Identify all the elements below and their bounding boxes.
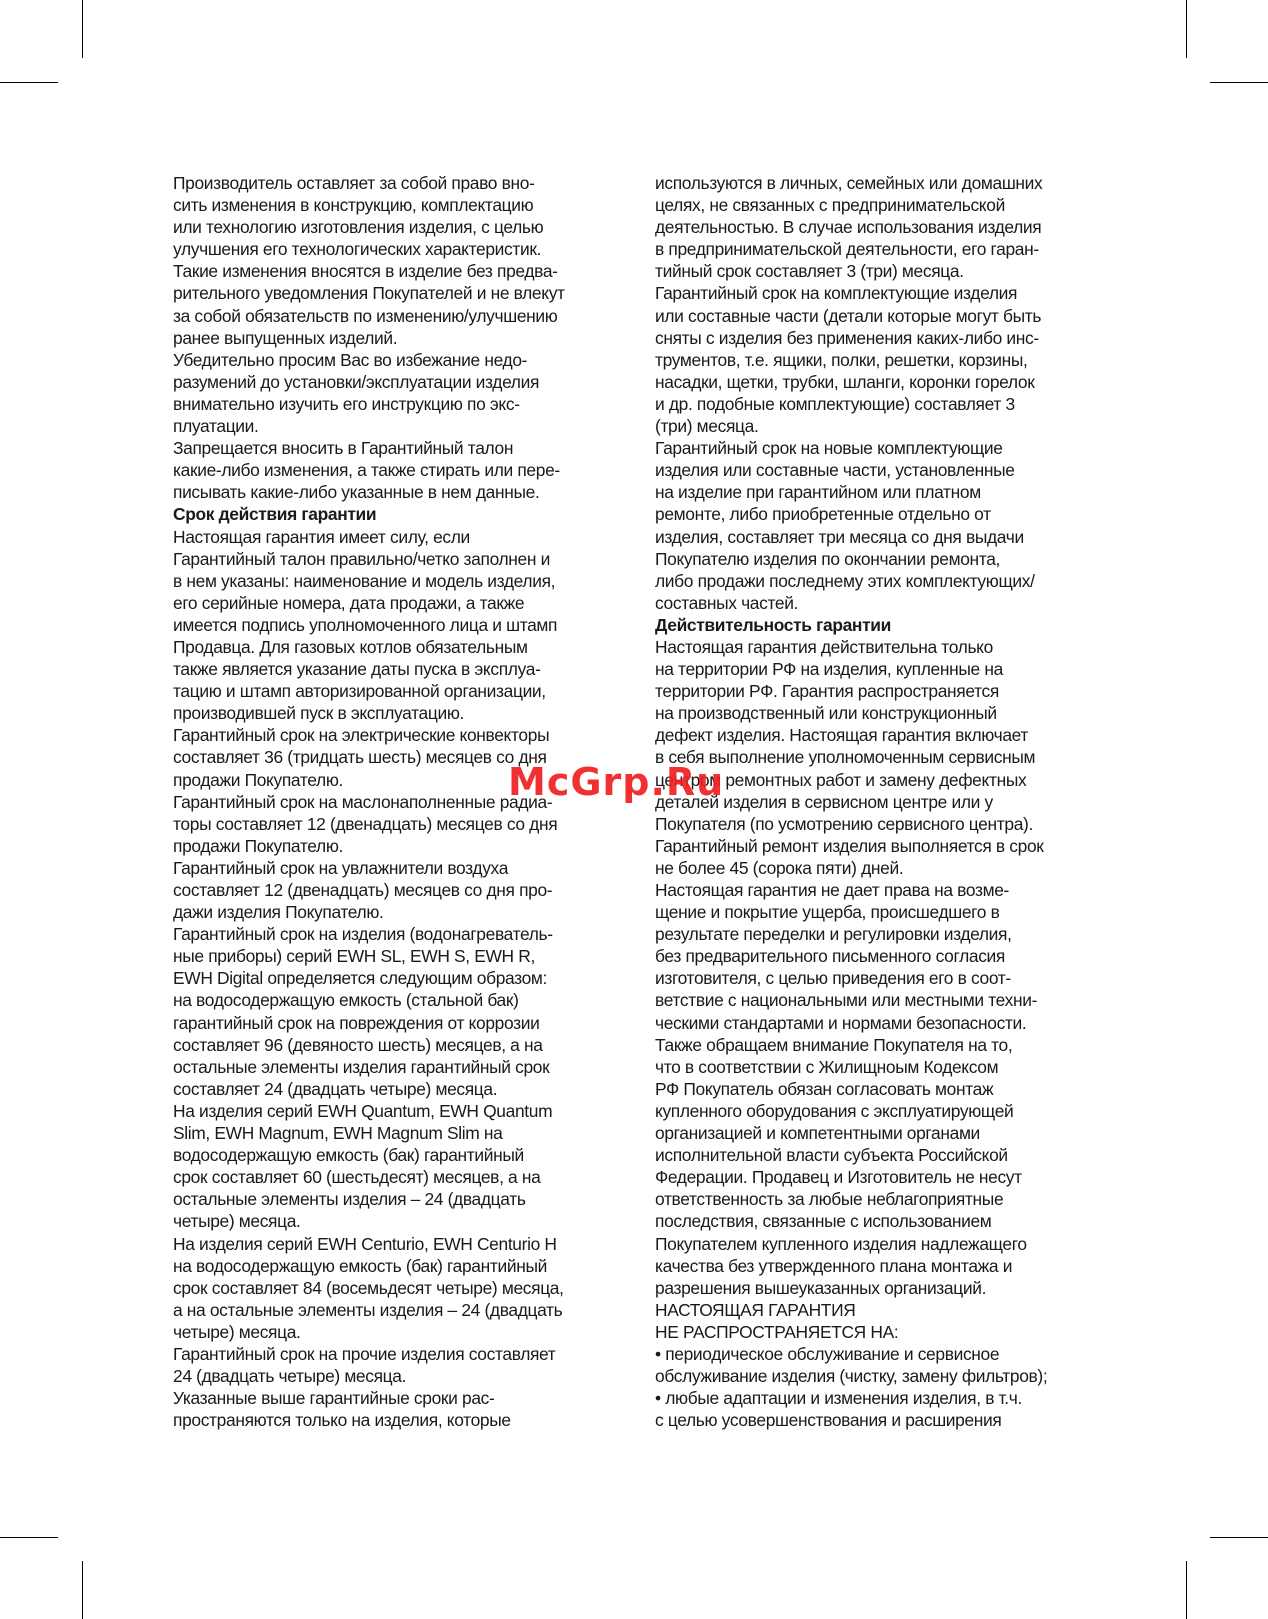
text-line: Указанные выше гарантийные сроки рас- <box>173 1388 495 1409</box>
text-line: срок составляет 60 (шестьдесят) месяцев, а на <box>173 1167 541 1188</box>
text-line: Настоящая гарантия не дает права на возме- <box>655 880 1009 900</box>
text-line: Slim, EWH Magnum, EWH Magnum Slim на <box>173 1123 503 1144</box>
text-line: Гарантийный срок на изделия (водонагреватель- <box>173 924 553 945</box>
text-line: дажи изделия Покупателю. <box>173 902 384 923</box>
text-line: ветствие с национальными или местными техни- <box>655 990 1038 1011</box>
crop-mark-bottom-right <box>1186 1561 1187 1619</box>
text-line: дефект изделия. Настоящая гарантия включает <box>655 725 1029 746</box>
text-line: четыре) месяца. <box>173 1211 301 1232</box>
text-line: остальные элементы изделия – 24 (двадцать <box>173 1189 526 1210</box>
text-line: за собой обязательств по изменению/улучшению <box>173 305 558 326</box>
text-line: продажи Покупателю. <box>173 769 343 790</box>
crop-mark-bottom-right-horizontal <box>1210 1537 1268 1538</box>
text-line: продажи Покупателю. <box>173 835 343 856</box>
text-line: срок составляет 84 (восемьдесят четыре) месяца, <box>173 1277 564 1298</box>
text-line: тийный срок составляет 3 (три) месяца. <box>655 261 964 282</box>
text-line: имеется подпись уполномоченного лица и штамп <box>173 614 558 635</box>
crop-mark-top-right-horizontal <box>1210 82 1268 83</box>
text-line: изделия или составные части, установленные <box>655 460 1015 481</box>
text-line: На изделия серий EWH Quantum, EWH Quantum <box>173 1100 553 1121</box>
text-line: используются в личных, семейных или домашних <box>655 173 1043 193</box>
text-line: торы составляет 12 (двенадцать) месяцев со дня <box>173 813 558 834</box>
text-line: Убедительно просим Вас во избежание недо- <box>173 349 528 370</box>
text-line: составных частей. <box>655 592 799 613</box>
text-line: также является указание даты пуска в эксплуа- <box>173 659 541 680</box>
text-line: организацией и компетентными органами <box>655 1123 980 1144</box>
text-line: писывать какие-либо указанные в нем данные. <box>173 482 540 503</box>
text-line: щение и покрытие ущерба, происшедшего в <box>655 902 1000 923</box>
text-line: четыре) месяца. <box>173 1321 301 1342</box>
text-line: Также обращаем внимание Покупателя на то, <box>655 1034 1013 1055</box>
text-line: на территории РФ на изделия, купленные на <box>655 659 1003 680</box>
text-line: что в соответствии с Жилищноым Кодексом <box>655 1056 999 1077</box>
text-line: какие-либо изменения, а также стирать или пере- <box>173 460 560 481</box>
text-line: • любые адаптации и изменения изделия, в т.ч. <box>655 1388 1022 1409</box>
text-line: на изделие при гарантийном или платном <box>655 482 981 503</box>
text-line: ные приборы) серий EWH SL, EWH S, EWH R, <box>173 946 535 967</box>
text-line: тацию и штамп авторизированной организации, <box>173 681 546 702</box>
text-line: Гарантийный срок на новые комплектующие <box>655 438 1003 459</box>
text-line: Гарантийный срок на маслонаполненные радиа- <box>173 791 553 812</box>
text-line: составляет 36 (тридцать шесть) месяцев со дня <box>173 747 547 768</box>
text-line: и др. подобные комплектующие) составляет 3 <box>655 393 1015 414</box>
text-line: разрешения вышеуказанных организаций. <box>655 1277 987 1298</box>
text-line: гарантийный срок на повреждения от коррозии <box>173 1012 540 1033</box>
text-line: НЕ РАСПРОСТРАНЯЕТСЯ НА: <box>655 1321 899 1342</box>
text-line: • периодическое обслуживание и сервисное <box>655 1343 1000 1364</box>
text-line: Гарантийный срок на прочие изделия составляет <box>173 1343 556 1364</box>
text-line: водосодержащую емкость (бак) гарантийный <box>173 1145 524 1166</box>
text-line: в нем указаны: наименование и модель изделия, <box>173 570 556 591</box>
text-line: (три) месяца. <box>655 416 759 437</box>
text-line: EWH Digital определяется следующим образом: <box>173 968 548 989</box>
text-line: улучшения его технологических характеристик. <box>173 239 542 260</box>
text-line: изделия, составляет три месяца со дня выдачи <box>655 526 1024 547</box>
text-line: Покупателем купленного изделия надлежащего <box>655 1233 1027 1254</box>
crop-mark-bottom-left <box>82 1561 83 1619</box>
text-line: 24 (двадцать четыре) месяца. <box>173 1366 407 1387</box>
text-line: сить изменения в конструкцию, комплектацию <box>173 195 534 216</box>
text-line: рительного уведомления Покупателей и не влекут <box>173 283 565 304</box>
text-line: или составные части (детали которые могут быть <box>655 305 1042 326</box>
text-line: центром ремонтных работ и замену дефектных <box>655 769 1027 790</box>
text-line: с целью усовершенствования и расширения <box>655 1410 1002 1431</box>
text-line: его серийные номера, дата продажи, а также <box>173 592 525 613</box>
text-line: внимательно изучить его инструкцию по экс- <box>173 393 520 414</box>
text-line: РФ Покупатель обязан согласовать монтаж <box>655 1078 994 1099</box>
text-line: последствия, связанные с использованием <box>655 1211 992 1232</box>
text-line: сняты с изделия без применения каких-либо инс- <box>655 327 1039 348</box>
text-line: территории РФ. Гарантия распространяется <box>655 681 999 702</box>
text-line: обслуживание изделия (чистку, замену фильтров); <box>655 1366 1048 1387</box>
text-line: Запрещается вносить в Гарантийный талон <box>173 438 514 459</box>
text-line: ческими стандартами и нормами безопасности. <box>655 1012 1027 1033</box>
text-line: качества без утвержденного плана монтажа и <box>655 1255 1013 1276</box>
crop-mark-bottom-left-horizontal <box>0 1537 58 1538</box>
watermark: McGrp.Ru <box>508 760 725 804</box>
text-line: Гарантийный ремонт изделия выполняется в срок <box>655 835 1044 856</box>
crop-mark-top-left-horizontal <box>0 82 58 83</box>
text-line: или технологию изготовления изделия, с целью <box>173 217 544 238</box>
text-line: Продавца. Для газовых котлов обязательным <box>173 636 528 657</box>
text-line: разумений до установки/эксплуатации изделия <box>173 371 540 392</box>
text-line: плуатации. <box>173 416 259 437</box>
section-heading: Действительность гарантии <box>655 614 891 635</box>
text-line: ранее выпущенных изделий. <box>173 327 398 348</box>
text-line: а на остальные элементы изделия – 24 (двадцать <box>173 1299 563 1320</box>
text-line: купленного оборудования с эксплуатирующей <box>655 1100 1014 1121</box>
text-line: без предварительного письменного согласия <box>655 946 1005 967</box>
section-heading: Срок действия гарантии <box>173 504 377 525</box>
text-line: в себя выполнение уполномоченным сервисным <box>655 747 1036 768</box>
text-line: либо продажи последнему этих комплектующих/ <box>655 570 1035 591</box>
text-line: Покупателю изделия по окончании ремонта, <box>655 548 1001 569</box>
text-line: целях, не связанных с предпринимательской <box>655 195 1005 216</box>
text-line: ответственность за любые неблагоприятные <box>655 1189 1004 1210</box>
text-line: Гарантийный срок на увлажнители воздуха <box>173 857 509 878</box>
text-line: Гарантийный срок на комплектующие изделия <box>655 283 1018 304</box>
text-line: деталей изделия в сервисном центре или у <box>655 791 993 812</box>
text-line: результате переделки и регулировки изделия, <box>655 924 1012 945</box>
text-line: производившей пуск в эксплуатацию. <box>173 703 464 724</box>
text-line: трументов, т.е. ящики, полки, решетки, корзины, <box>655 349 1028 370</box>
text-line: Производитель оставляет за собой право вно- <box>173 173 535 193</box>
text-line: не более 45 (сорока пяти) дней. <box>655 857 904 878</box>
text-line: составляет 96 (девяносто шесть) месяцев, а на <box>173 1034 543 1055</box>
text-line: остальные элементы изделия гарантийный срок <box>173 1056 550 1077</box>
text-line: насадки, щетки, трубки, шланги, коронки горелок <box>655 371 1035 392</box>
text-line: Настоящая гарантия действительна только <box>655 636 993 657</box>
text-line: составляет 24 (двадцать четыре) месяца. <box>173 1078 498 1099</box>
text-line: пространяются только на изделия, которые <box>173 1410 511 1431</box>
text-line: изготовителя, с целью приведения его в соот- <box>655 968 1011 989</box>
text-line: составляет 12 (двенадцать) месяцев со дня про- <box>173 880 553 900</box>
text-line: Гарантийный талон правильно/четко заполнен и <box>173 548 550 569</box>
text-line: Такие изменения вносятся в изделие без предва- <box>173 261 558 282</box>
text-line: НАСТОЯЩАЯ ГАРАНТИЯ <box>655 1299 856 1320</box>
text-line: ремонте, либо приобретенные отдельно от <box>655 504 991 525</box>
crop-mark-top-right <box>1186 0 1187 58</box>
text-line: исполнительной власти субъекта Российской <box>655 1145 1008 1166</box>
text-line: деятельностью. В случае использования изделия <box>655 217 1042 238</box>
text-line: Покупателя (по усмотрению сервисного центра). <box>655 813 1033 834</box>
text-line: в предпринимательской деятельности, его гаран- <box>655 239 1039 260</box>
crop-mark-top-left <box>82 0 83 58</box>
text-line: на производственный или конструкционный <box>655 703 997 724</box>
text-line: Настоящая гарантия имеет силу, если <box>173 526 470 547</box>
text-line: на водосодержащую емкость (стальной бак) <box>173 990 519 1011</box>
text-line: Гарантийный срок на электрические конвекторы <box>173 725 550 746</box>
text-line: на водосодержащую емкость (бак) гарантийный <box>173 1255 547 1276</box>
text-line: На изделия серий EWH Centurio, EWH Centurio H <box>173 1233 557 1254</box>
text-line: Федерации. Продавец и Изготовитель не несут <box>655 1167 1022 1188</box>
